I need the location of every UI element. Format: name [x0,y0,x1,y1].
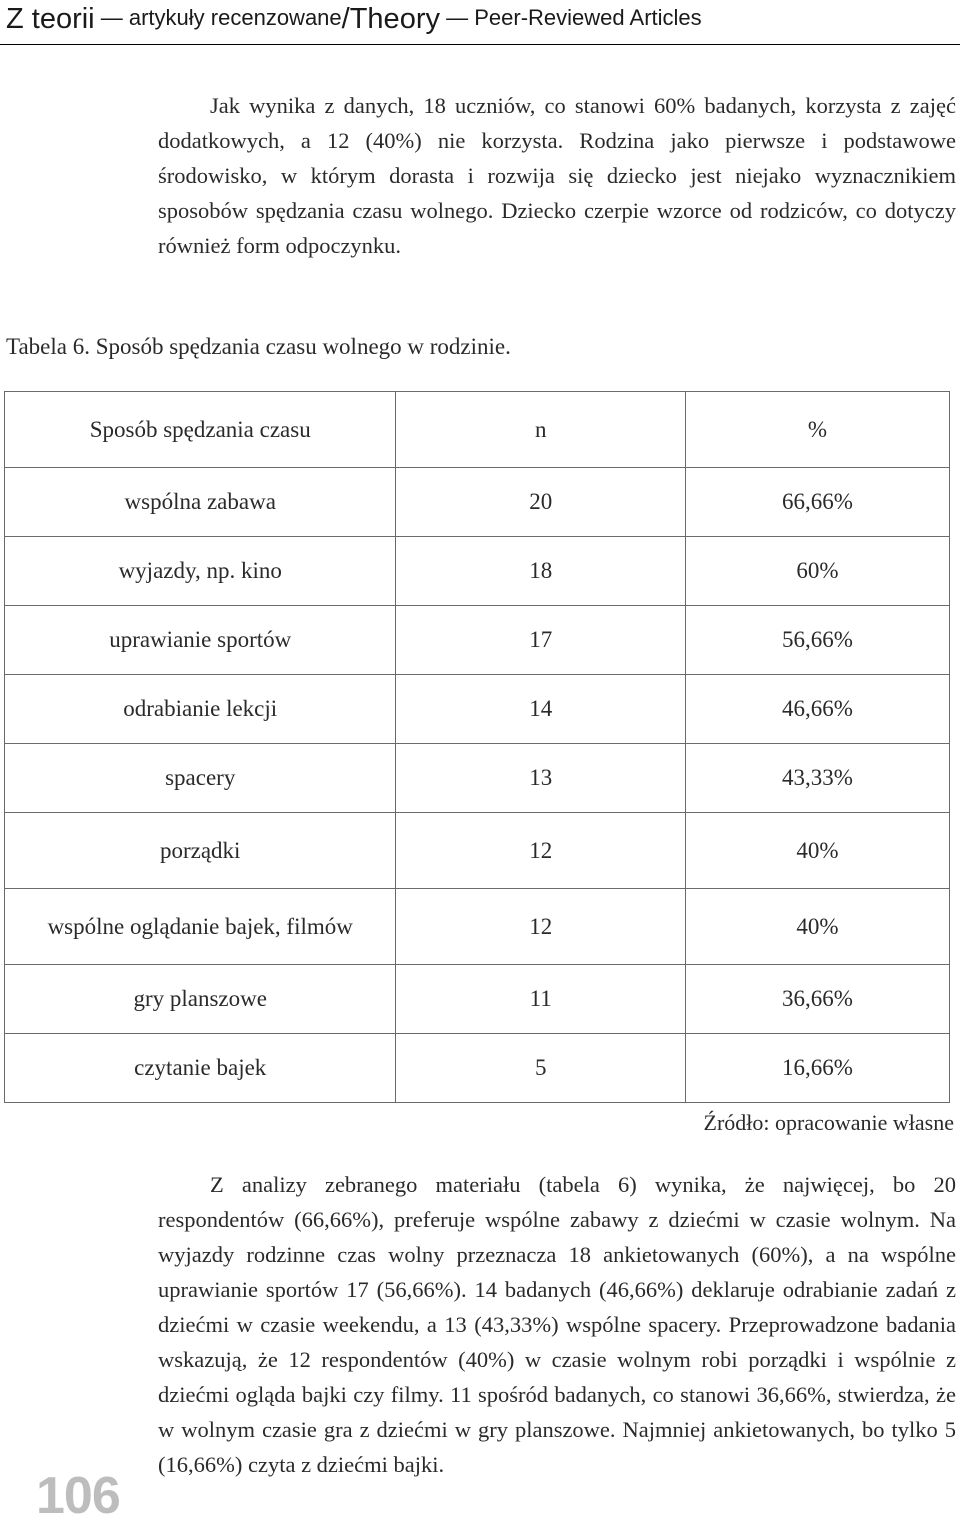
table-row [5,537,950,606]
table-cell: 56,66% [686,606,950,675]
table-cell: gry planszowe [5,965,396,1034]
table-row [5,606,950,675]
table-cell: 5 [396,1034,686,1103]
table-row [5,675,950,744]
table-row [5,1034,950,1103]
table-cell: czytanie bajek [5,1034,396,1103]
header-section-pl: Z teorii [6,3,95,35]
table-caption: Tabela 6. Sposób spędzania czasu wolnego w rodzinie. [6,334,511,359]
header-dash: — [439,5,475,30]
table-cell: 11 [396,965,686,1034]
table-cell: wyjazdy, np. kino [5,537,396,606]
table-row [5,965,950,1034]
table-cell: 20 [396,468,686,537]
table-row [5,813,950,889]
paragraph-text: Jak wynika z danych, 18 uczniów, co stanowi 60% badanych, korzysta z zajęć dodatkowych, a 12 (40%) nie korzysta. Rodzina jako pierwsze i podstawowe środowisko, w którym dorasta i rozwija się dziecko jest niejako wyznacznikiem sposobów spędzania czasu wolnego. Dziecko czerpie wzorce od rodziców, co dotyczy również form odpoczynku. [158,93,956,258]
table-cell: 43,33% [686,744,950,813]
table-cell: 14 [396,675,686,744]
table-source-note: Źródło: opracowanie własne [703,1110,954,1135]
running-header [6,0,956,44]
table-cell: 12 [396,813,686,889]
column-header: % [686,392,950,468]
column-header: Sposób spędzania czasu [5,392,396,468]
table-cell: 40% [686,813,950,889]
header-section-en: Theory [349,3,440,35]
table-cell: 60% [686,537,950,606]
table-header-row [5,392,950,468]
table-cell: 18 [396,537,686,606]
table-cell: spacery [5,744,396,813]
table-row [5,468,950,537]
header-slash: / [341,3,350,35]
body-paragraph-intro [158,88,956,263]
table-cell: 17 [396,606,686,675]
table-cell: uprawianie sportów [5,606,396,675]
table-cell: 16,66% [686,1034,950,1103]
page-number: 106 [36,1467,120,1525]
header-subtitle-pl: artykuły recenzowane [128,5,342,30]
paragraph-text: Z analizy zebranego materiału (tabela 6) wynika, że najwięcej, bo 20 respondentów (66,66%), preferuje wspólne zabawy z dziećmi w czasie wolnym. Na wyjazdy rodzinne czas wolny przeznacza 18 ankietowanych (60%), a na wspólne uprawianie sportów 17 (56,66%). 14 badanych (46,66%) deklaruje odrabianie zadań z dziećmi w czasie weekendu, a 13 (43,33%) wspólne spacery. Przeprowadzone badania wskazują, że 12 respondentów (40%) w czasie wolnym robi porządki i wspólnie z dziećmi ogląda bajki czy filmy. 11 spośród badanych, co stanowi 36,66%, stwierdza, że w wolnym czasie gra z dziećmi w gry planszowe. Najmniej ankietowanych, bo tylko 5 (16,66%) czyta z dziećmi bajki. [158,1172,956,1477]
table-cell: odrabianie lekcji [5,675,396,744]
table-cell: 36,66% [686,965,950,1034]
header-rule [0,44,960,45]
table-cell: wspólne oglądanie bajek, filmów [5,889,396,965]
table-row [5,889,950,965]
header-subtitle-en: Peer-Reviewed Articles [474,5,702,30]
data-table [4,391,950,1103]
table-cell: 66,66% [686,468,950,537]
table-cell: 46,66% [686,675,950,744]
header-dash: — [94,5,129,30]
column-header: n [396,392,686,468]
table-cell: 12 [396,889,686,965]
table-cell: 40% [686,889,950,965]
body-paragraph-analysis [158,1167,956,1482]
table-cell: 13 [396,744,686,813]
table-row [5,744,950,813]
table-cell: wspólna zabawa [5,468,396,537]
table-cell: porządki [5,813,396,889]
